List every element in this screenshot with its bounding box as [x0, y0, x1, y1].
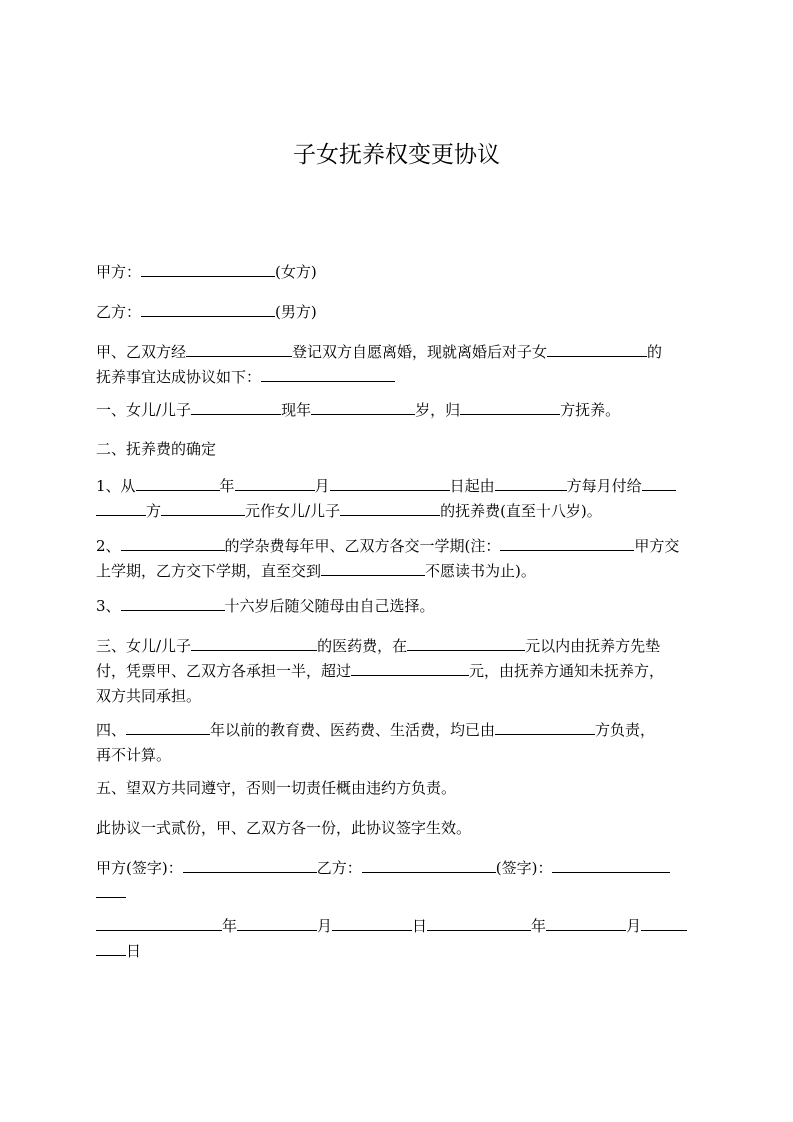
item1-year-blank[interactable]: [136, 475, 220, 491]
item1-text-5: 方每月付给: [566, 477, 642, 495]
item2-child-blank[interactable]: [121, 535, 225, 551]
item2-text-4: 上学期，乙方交下学期，直至交到: [96, 562, 322, 580]
date-a-day-blank[interactable]: [332, 915, 412, 931]
document-title: 子女抚养权变更协议: [293, 142, 500, 168]
clause3-child-blank[interactable]: [191, 635, 317, 651]
date-line: [96, 914, 706, 964]
item2-text-1: 2、: [96, 537, 121, 555]
party-b-label-sign: 乙方：: [316, 859, 362, 877]
item3-text-1: 3、: [96, 597, 121, 615]
item2-until-blank[interactable]: [321, 560, 425, 576]
clause4-text-1: 四、: [96, 721, 127, 739]
clause3-text-4: 付，凭票甲、乙双方各承担一半，超过: [96, 662, 352, 680]
clause1-text-4: 方抚养。: [560, 401, 621, 419]
clause-5: 五、望双方共同遵守，否则一切责任概由违约方负责。: [96, 779, 457, 797]
clause1-text-1: 一、女儿/儿子: [96, 401, 192, 419]
item-1: [96, 474, 706, 524]
party-b-suffix: (男方): [275, 303, 317, 321]
date-b-day-blank-a[interactable]: [641, 915, 687, 931]
date-b-month-blank[interactable]: [546, 915, 626, 931]
intro-end-blank[interactable]: [261, 366, 395, 382]
intro-paragraph: [96, 340, 706, 390]
item3-child-blank[interactable]: [121, 595, 225, 611]
party-b-line: [96, 300, 706, 325]
party-b-sign-label: (签字)：: [495, 859, 553, 877]
signature-line: [96, 856, 706, 906]
date-a-month-blank[interactable]: [237, 915, 317, 931]
clause1-text-3: 岁，归: [415, 401, 461, 419]
item1-payee-blank-b[interactable]: [96, 500, 146, 516]
party-b-signature-blank-a[interactable]: [552, 857, 670, 873]
clause3-limit-blank[interactable]: [407, 635, 525, 651]
date-b-day-label: 日: [126, 942, 142, 960]
clause3-text-3: 元以内由抚养方先垫: [525, 637, 661, 655]
party-a-sign-label: 甲方(签字)：: [96, 859, 183, 877]
clause3-text-2: 的医药费，在: [317, 637, 408, 655]
date-b-year-blank[interactable]: [427, 915, 531, 931]
clause3-text-1: 三、女儿/儿子: [96, 637, 192, 655]
item2-text-5: 不愿读书为止)。: [425, 562, 536, 580]
clause-1: [96, 398, 706, 423]
party-a-label: 甲方：: [96, 263, 142, 281]
intro-text-2: 登记双方自愿离婚，现就离婚后对子女: [292, 343, 548, 361]
item1-text-7: 元作女儿/儿子: [245, 502, 341, 520]
item2-note-blank[interactable]: [500, 535, 634, 551]
child-name-blank[interactable]: [547, 341, 647, 357]
date-a-year-blank[interactable]: [96, 915, 222, 931]
clause-4: [96, 718, 706, 768]
item1-child-blank[interactable]: [340, 500, 440, 516]
date-a-month-label: 月: [317, 917, 333, 935]
clause4-party-blank[interactable]: [495, 719, 595, 735]
item1-text-4: 日起由: [449, 477, 495, 495]
party-a-suffix: (女方): [275, 263, 317, 281]
item1-text-8: 的抚养费(直至十八岁)。: [440, 502, 602, 520]
item-2: [96, 534, 706, 584]
registry-blank[interactable]: [186, 341, 292, 357]
intro-text-4: 抚养事宜达成协议如下：: [96, 368, 262, 386]
date-a-year-label: 年: [222, 917, 238, 935]
intro-text-3: 的: [647, 343, 663, 361]
item1-year-label: 年: [219, 477, 235, 495]
item1-month-blank[interactable]: [235, 475, 315, 491]
date-a-day-label: 日: [412, 917, 428, 935]
item1-text-6: 方: [146, 502, 162, 520]
clause3-text-5: 元，由抚养方通知未抚养方，: [469, 662, 665, 680]
item2-text-2: 的学杂费每年甲、乙双方各交一学期(注：: [224, 537, 501, 555]
party-b-name-blank[interactable]: [362, 857, 496, 873]
date-b-month-label: 月: [626, 917, 642, 935]
intro-text-1: 甲、乙双方经: [96, 343, 187, 361]
item1-day-blank[interactable]: [330, 475, 450, 491]
party-b-label: 乙方：: [96, 303, 142, 321]
party-a-blank[interactable]: [141, 261, 275, 277]
item1-text-1: 1、从: [96, 477, 136, 495]
item1-month-label: 月: [314, 477, 330, 495]
clause3-text-6: 双方共同承担。: [96, 687, 202, 705]
clause4-text-2: 年以前的教育费、医药费、生活费，均已由: [210, 721, 496, 739]
effect-statement: 此协议一式贰份，甲、乙双方各一份，此协议签字生效。: [96, 819, 472, 837]
clause1-child-blank[interactable]: [191, 399, 281, 415]
party-a-signature-blank[interactable]: [183, 857, 317, 873]
item-3: [96, 594, 706, 619]
clause1-age-blank[interactable]: [311, 399, 415, 415]
clause1-party-blank[interactable]: [460, 399, 560, 415]
item2-text-3: 甲方交: [634, 537, 680, 555]
date-b-year-label: 年: [531, 917, 547, 935]
clause3-excess-blank[interactable]: [351, 660, 469, 676]
clause4-text-4: 再不计算。: [96, 746, 172, 764]
clause1-text-2: 现年: [281, 401, 312, 419]
item1-amount-blank[interactable]: [161, 500, 245, 516]
party-b-signature-blank-b[interactable]: [96, 882, 126, 898]
clause-3: [96, 634, 706, 709]
clause-2-title: 二、抚养费的确定: [96, 440, 217, 458]
item3-text-2: 十六岁后随父随母由自己选择。: [224, 597, 435, 615]
item1-payee-blank-a[interactable]: [642, 475, 676, 491]
date-b-day-blank-b[interactable]: [96, 940, 126, 956]
party-a-line: [96, 260, 706, 285]
party-b-blank[interactable]: [141, 301, 275, 317]
clause4-text-3: 方负责，: [595, 721, 656, 739]
clause4-year-blank[interactable]: [126, 719, 210, 735]
item1-payer-blank[interactable]: [495, 475, 567, 491]
